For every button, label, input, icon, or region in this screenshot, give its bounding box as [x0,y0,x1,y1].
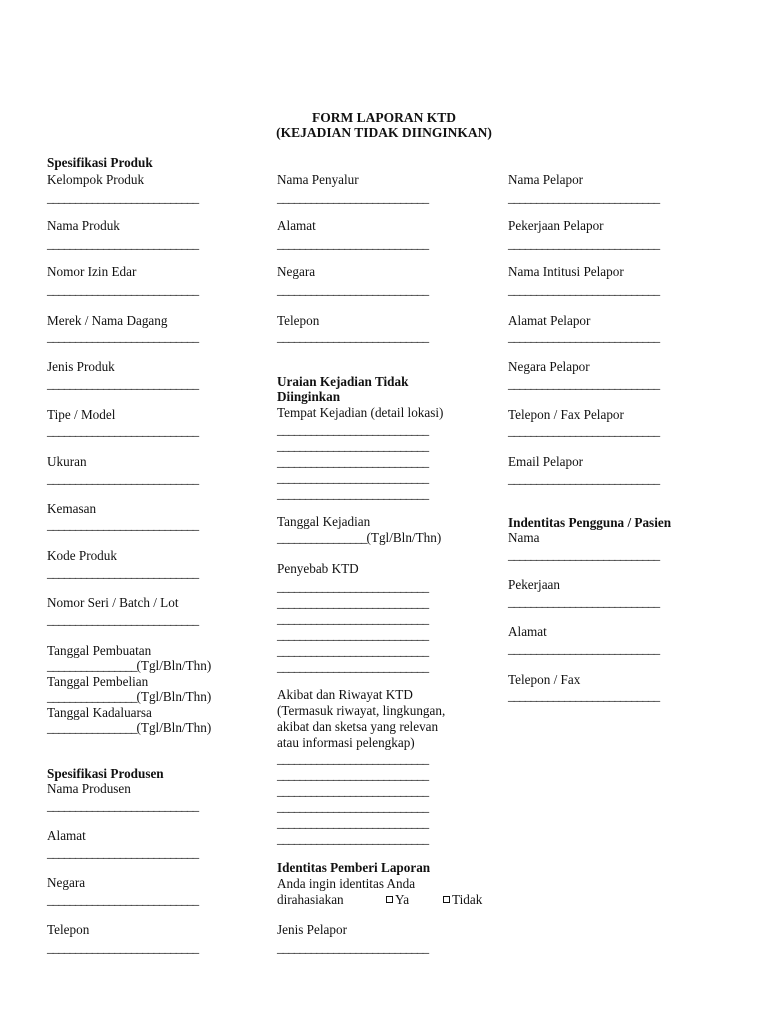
blank-line[interactable]: ___________________________ [47,282,199,297]
field-label: Telepon [277,313,320,328]
field-label: Ukuran [47,454,87,469]
blank-line[interactable]: ___________________________ [277,767,429,782]
blank-line[interactable]: ___________________________ [47,892,199,907]
blank-line[interactable]: ___________________________ [508,547,660,562]
option-tidak-label: Tidak [452,892,483,907]
field-label: Nama Produsen [47,781,131,796]
blank-line[interactable]: ___________________________ [47,236,199,251]
blank-line[interactable]: ___________________________ [47,190,199,205]
blank-line[interactable]: ___________________________ [277,422,429,437]
blank-line[interactable]: ___________________________ [277,659,429,674]
field-label: Pekerjaan [508,577,560,592]
section-heading-uraian: Uraian Kejadian Tidak [277,374,409,389]
checkbox-ya[interactable] [386,896,393,903]
date-format: (Tgl/Bln/Thn) [366,530,442,545]
form-title: FORM LAPORAN KTD [312,110,456,125]
section-heading-uraian-cont: Diinginkan [277,389,341,404]
blank-line[interactable]: ___________________________ [277,190,429,205]
field-label: Anda ingin identitas Anda [277,876,416,891]
blank-line[interactable]: ___________________________ [508,594,660,609]
checkbox-tidak[interactable] [443,896,450,903]
field-label: Telepon / Fax Pelapor [508,407,624,422]
blank-line[interactable]: ___________________________ [277,643,429,658]
blank-line[interactable]: ___________________________ [277,627,429,642]
date-blank[interactable]: ________________ [47,720,137,735]
blank-line[interactable]: ___________________________ [508,688,660,703]
field-label: Tanggal Pembuatan [47,643,152,658]
blank-line[interactable]: ___________________________ [277,611,429,626]
field-label: Penyebab KTD [277,561,359,576]
field-label: Nama [508,530,540,545]
blank-line[interactable]: ___________________________ [277,454,429,469]
blank-line[interactable]: ___________________________ [277,282,429,297]
field-label: Pekerjaan Pelapor [508,218,604,233]
blank-line[interactable]: ___________________________ [277,470,429,485]
field-label: Tempat Kejadian (detail lokasi) [277,405,444,420]
blank-line[interactable]: ___________________________ [47,423,199,438]
field-label: Negara Pelapor [508,359,590,374]
blank-line[interactable]: ___________________________ [508,329,660,344]
field-label: Kemasan [47,501,97,516]
field-label: Nama Pelapor [508,172,584,187]
blank-line[interactable]: ___________________________ [508,236,660,251]
date-format: (Tgl/Bln/Thn) [136,689,212,704]
date-field[interactable] [277,530,441,546]
section-heading-pemberi: Identitas Pemberi Laporan [277,860,431,875]
blank-line[interactable]: ___________________________ [47,376,199,391]
blank-line[interactable]: ___________________________ [508,282,660,297]
field-label: Nama Produk [47,218,120,233]
blank-line[interactable]: ___________________________ [508,471,660,486]
blank-line[interactable]: ___________________________ [47,565,199,580]
field-label: Tipe / Model [47,407,116,422]
blank-line[interactable]: ___________________________ [277,579,429,594]
field-label: Tanggal Kadaluarsa [47,705,152,720]
section-heading-produk: Spesifikasi Produk [47,155,153,170]
field-label: Jenis Produk [47,359,115,374]
field-label: Merek / Nama Dagang [47,313,168,328]
blank-line[interactable]: ___________________________ [508,190,660,205]
blank-line[interactable]: ___________________________ [508,641,660,656]
date-format: (Tgl/Bln/Thn) [136,720,212,735]
blank-line[interactable]: ___________________________ [277,595,429,610]
blank-line[interactable]: ___________________________ [47,845,199,860]
blank-line[interactable]: ___________________________ [277,815,429,830]
field-label: Telepon [47,922,90,937]
field-label: Negara [277,264,316,279]
field-label: (Termasuk riwayat, lingkungan, [277,703,446,718]
field-label: Alamat [277,218,316,233]
field-label: Nama Penyalur [277,172,359,187]
field-label: Telepon / Fax [508,672,581,687]
date-blank[interactable]: ________________ [47,689,137,704]
option-ya-label: Ya [395,892,410,907]
field-label: Alamat [508,624,547,639]
date-format: (Tgl/Bln/Thn) [136,658,212,673]
date-field[interactable] [47,720,211,736]
field-label: Alamat [47,828,86,843]
blank-line[interactable]: ___________________________ [47,517,199,532]
option-tidak[interactable] [443,892,482,908]
field-label: Tanggal Kejadian [277,514,371,529]
blank-line[interactable]: ___________________________ [47,940,199,955]
field-label: Nama Intitusi Pelapor [508,264,624,279]
field-label: atau informasi pelengkap) [277,735,415,750]
section-heading-produsen: Spesifikasi Produsen [47,766,164,781]
date-blank[interactable]: ________________ [47,658,137,673]
field-label: Kode Produk [47,548,117,563]
field-label: Alamat Pelapor [508,313,591,328]
date-blank[interactable]: ________________ [277,530,367,545]
field-label: akibat dan sketsa yang relevan [277,719,439,734]
blank-line[interactable]: ___________________________ [47,612,199,627]
blank-line[interactable]: ___________________________ [47,329,199,344]
field-label: Negara [47,875,86,890]
field-label: Nomor Izin Edar [47,264,137,279]
field-label: Email Pelapor [508,454,584,469]
field-label: Jenis Pelapor [277,922,347,937]
blank-line[interactable]: ___________________________ [47,471,199,486]
blank-line[interactable]: ___________________________ [277,783,429,798]
field-label: Nomor Seri / Batch / Lot [47,595,179,610]
blank-line[interactable]: ___________________________ [508,423,660,438]
field-label: Tanggal Pembelian [47,674,149,689]
blank-line[interactable]: ___________________________ [277,751,429,766]
blank-line[interactable]: ___________________________ [277,799,429,814]
blank-line[interactable]: ___________________________ [277,486,429,501]
blank-line[interactable]: ___________________________ [47,798,199,813]
option-ya[interactable] [386,892,409,908]
blank-line[interactable]: ___________________________ [508,376,660,391]
blank-line[interactable]: ___________________________ [277,236,429,251]
blank-line[interactable]: ___________________________ [277,831,429,846]
blank-line[interactable]: ___________________________ [277,940,429,955]
section-heading-pengguna: Indentitas Pengguna / Pasien [508,515,672,530]
form-subtitle: (KEJADIAN TIDAK DIINGINKAN) [276,125,492,140]
field-label: Akibat dan Riwayat KTD [277,687,413,702]
date-field[interactable] [47,658,211,674]
date-field[interactable] [47,689,211,705]
blank-line[interactable]: ___________________________ [277,329,429,344]
blank-line[interactable]: ___________________________ [277,438,429,453]
field-label: dirahasiakan [277,892,344,907]
field-label: Kelompok Produk [47,172,145,187]
